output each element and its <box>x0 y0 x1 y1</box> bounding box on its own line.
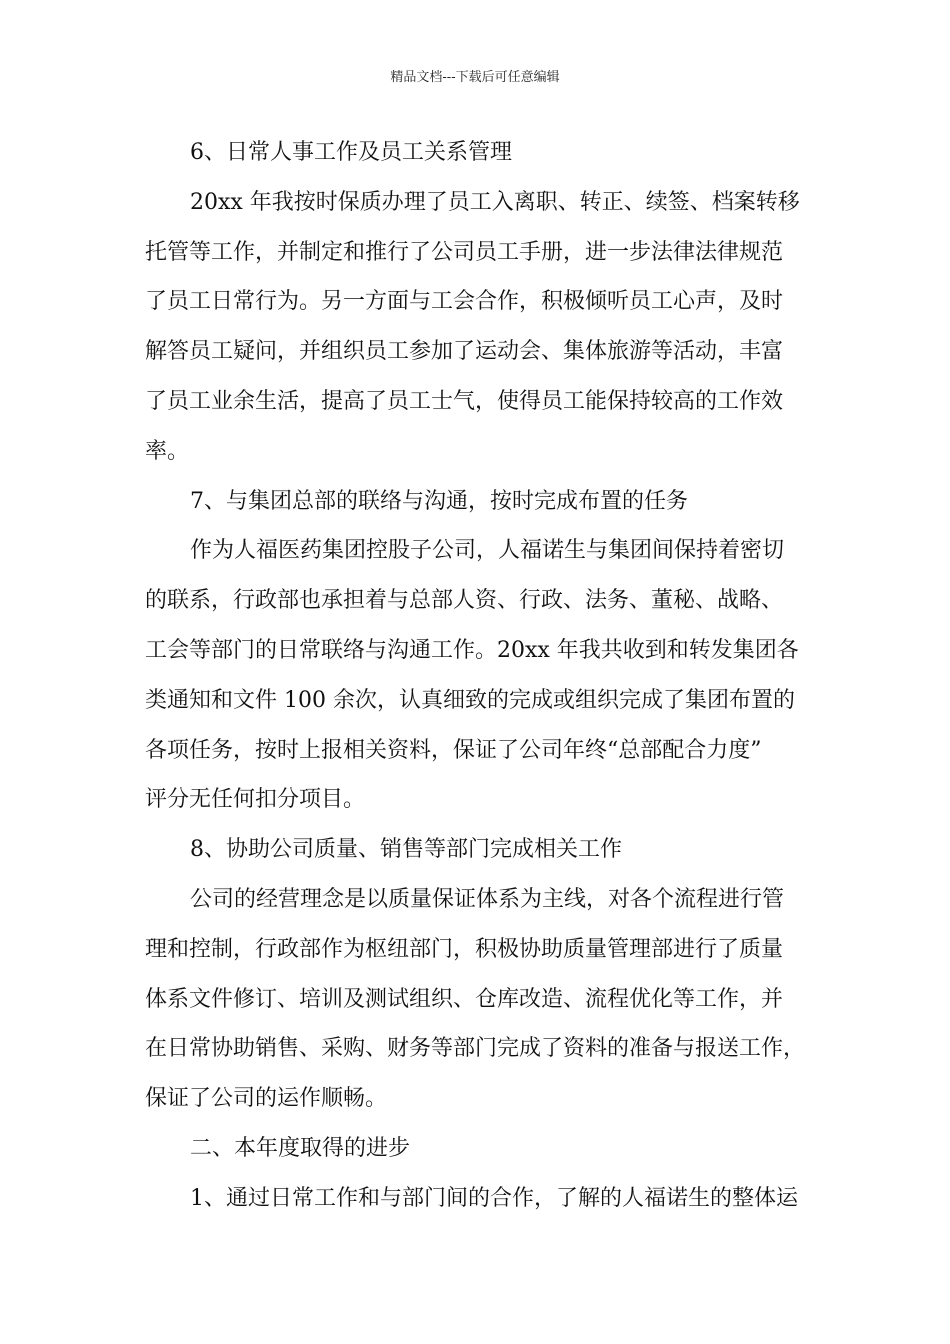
text-line: 保证了公司的运作顺畅。 <box>145 1086 388 1112</box>
text-line: 了员工业余生活，提高了员工士气，使得员工能保持较高的工作效 <box>145 388 784 414</box>
text-line: 在日常协助销售、采购、财务等部门完成了资料的准备与报送工作， <box>145 1036 806 1062</box>
text-line: 的联系，行政部也承担着与总部人资、行政、法务、董秘、战略、 <box>145 588 784 614</box>
text-line: 评分无任何扣分项目。 <box>145 787 366 813</box>
text-line: 托管等工作，并制定和推行了公司员工手册，进一步法律法律规范 <box>145 239 784 265</box>
page-header: 精品文档---下载后可任意编辑 <box>390 70 560 85</box>
text-line: 6、日常人事工作及员工关系管理 <box>190 140 512 165</box>
text-line: 工会等部门的日常联络与沟通工作。20xx 年我共收到和转发集团各 <box>145 637 799 663</box>
text-line: 体系文件修订、培训及测试组织、仓库改造、流程优化等工作，并 <box>145 986 784 1012</box>
document-body <box>145 128 810 1224</box>
text-line: 二、本年度取得的进步 <box>190 1135 411 1161</box>
text-line: 率。 <box>145 438 190 464</box>
text-line: 20xx 年我按时保质办理了员工入离职、转正、续签、档案转移 <box>190 189 800 215</box>
text-line: 公司的经营理念是以质量保证体系为主线，对各个流程进行管 <box>190 886 785 912</box>
text-line: 1、通过日常工作和与部门间的合作，了解的人福诺生的整体运 <box>190 1185 798 1211</box>
text-line: 理和控制，行政部作为枢纽部门，积极协助质量管理部进行了质量 <box>145 936 784 962</box>
text-line: 8、协助公司质量、销售等部门完成相关工作 <box>190 837 622 863</box>
text-line: 类通知和文件 100 余次，认真细致的完成或组织完成了集团布置的 <box>145 687 795 713</box>
text-line: 解答员工疑问，并组织员工参加了运动会、集体旅游等活动，丰富 <box>145 339 784 365</box>
text-line: 作为人福医药集团控股子公司，人福诺生与集团间保持着密切 <box>190 538 785 564</box>
text-line: 了员工日常行为。另一方面与工会合作，积极倾听员工心声，及时 <box>145 289 784 315</box>
text-line: 各项任务，按时上报相关资料，保证了公司年终“总部配合力度” <box>145 737 762 763</box>
text-line: 7、与集团总部的联络与沟通，按时完成布置的任务 <box>190 488 688 514</box>
